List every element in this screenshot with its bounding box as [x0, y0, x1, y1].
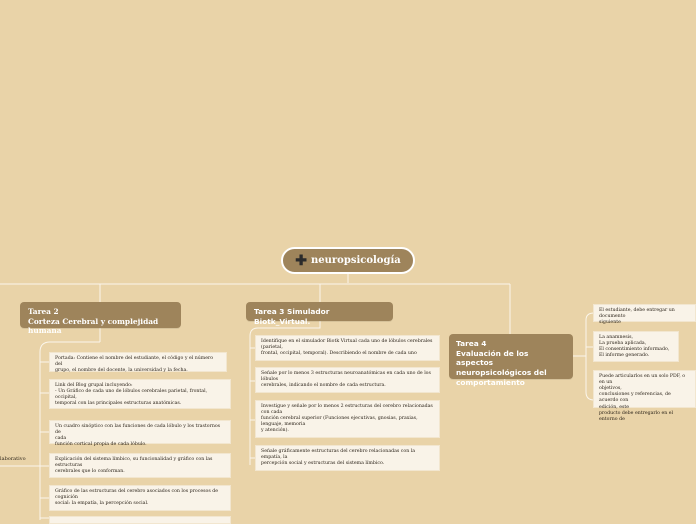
branch-tarea-2-label: Tarea 2 Corteza Cerebral y complejidad humana [28, 307, 159, 336]
plus-icon[interactable]: ✚ [295, 252, 307, 269]
tarea-4-item-1[interactable]: El estudiante, debe entregar un documento siguiente [593, 304, 696, 322]
tarea-2-item-6[interactable] [49, 516, 231, 524]
branch-tarea-3-label: Tarea 3 Simulador Biotk_Virtual. [254, 307, 330, 326]
tarea-2-item-1[interactable]: Portada: Contiene el nombre del estudiante, el código y el número del grupo, el nombre del docente, la universidad y la fecha. [49, 352, 227, 372]
branch-tarea-4[interactable] [449, 334, 573, 387]
tarea-3-item-2[interactable]: Señale por lo menos 3 estructuras neuroanatómicas en cada uno de los lóbulos cerebrales, indicando el nombre de cada estructura. [255, 367, 440, 393]
tarea-3-item-1[interactable]: Identifique en el simulador Biotk Virtual cada uno de lóbulos cerebrales (parietal, frontal, occipital, temporal). Describiendo el nombre de cada uno [255, 335, 440, 361]
branch-tarea-3[interactable] [246, 302, 393, 326]
edge-label: laborativo [0, 456, 26, 462]
root-label: neuropsicología [310, 255, 401, 266]
tarea-3-item-3[interactable]: Investigue y señale por lo menos 2 estructuras del cerebro relacionadas con cada función cerebral superior (Funciones ejecutivas, gnosias, praxias, lenguaje, memoria y atención). [255, 400, 440, 438]
branch-tarea-2[interactable] [20, 302, 181, 336]
tarea-2-item-4[interactable]: Explicación del sistema límbico, su funcionalidad y gráfico con las estructuras cerebrales que lo conforman. [49, 453, 231, 478]
root-node[interactable] [281, 247, 415, 274]
tarea-4-item-2[interactable]: La anamnesis, La prueba aplicada, El consentimiento informado, El informe generado. [593, 331, 679, 362]
tarea-2-item-2[interactable]: Link del Blog grupal incluyendo: - Un Gráfico de cada uno de lóbulos cerebrales parietal, frontal, occipital, temporal con las principales estructuras anatómicas. [49, 379, 231, 409]
tarea-3-item-4[interactable]: Señale gráficamente estructuras del cerebro relacionadas con la empatía, la percepción social y estructuras del sistema límbico. [255, 445, 440, 471]
branch-tarea-4-label: Tarea 4 Evaluación de los aspectos neuropsicológicos del comportamiento [456, 339, 547, 387]
tarea-2-item-5[interactable]: Gráfico de las estructuras del cerebro asociados con los procesos de cognición social: la empatía, la percepción social. [49, 485, 231, 511]
tarea-4-item-3[interactable]: Puede articularlos en un solo PDF, o en un objetivos, conclusiones y referencias, de acuerdo con edición, este producto debe entregarlo en el entorno de [593, 370, 696, 408]
tarea-2-item-3[interactable]: Un cuadro sinóptico con las funciones de cada lóbulo y los trastornos de cada función cortical propia de cada lóbulo. [49, 420, 231, 444]
